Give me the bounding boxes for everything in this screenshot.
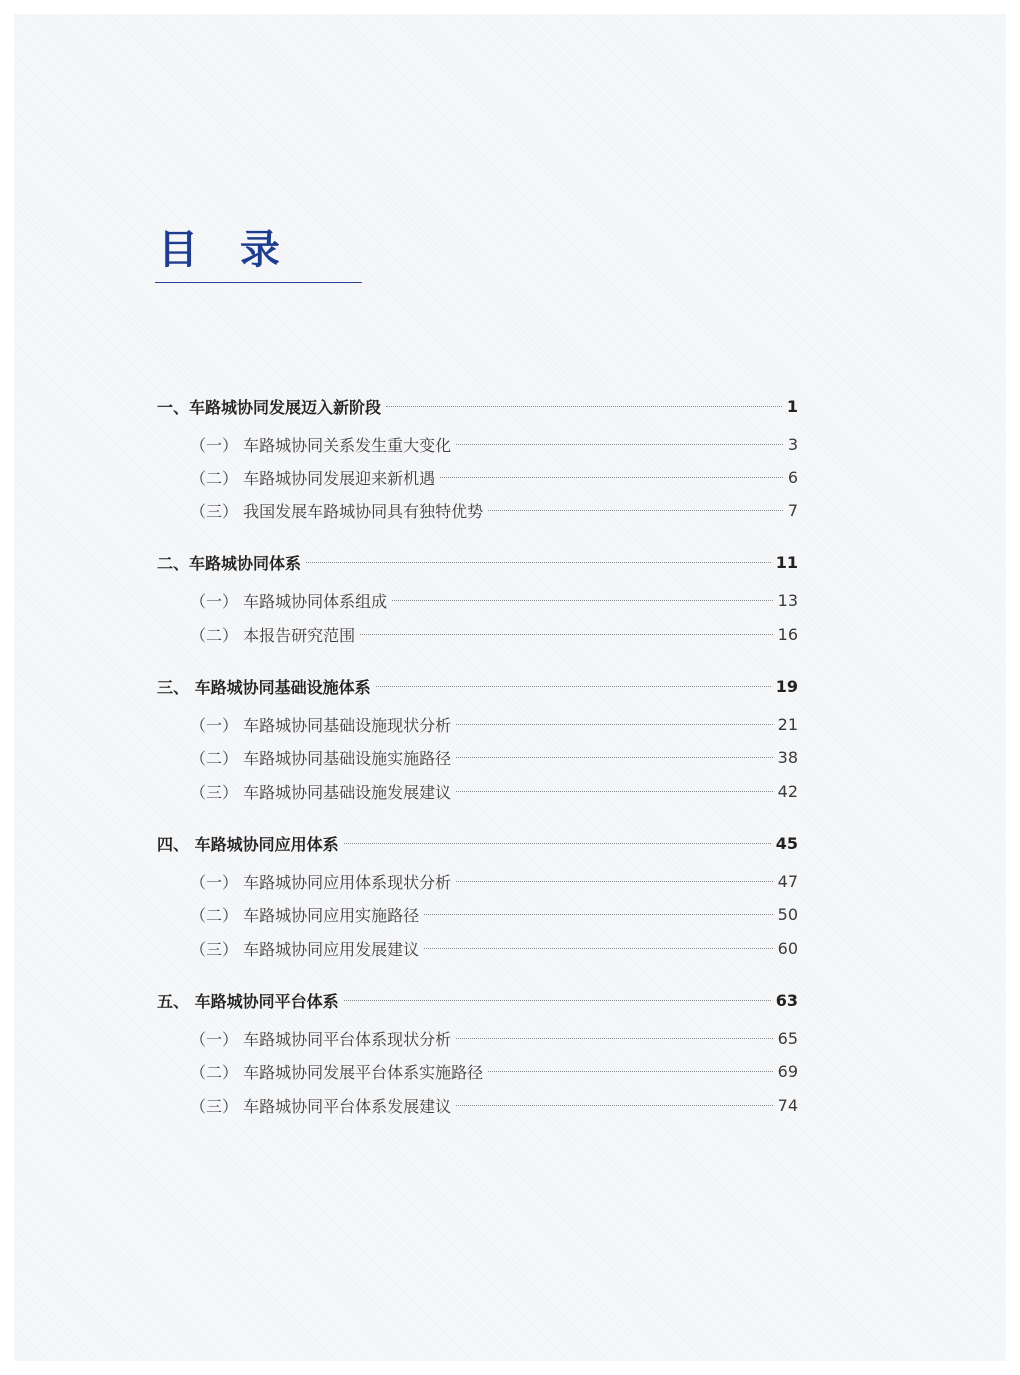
section-title: （二） 车路城协同应用实施路径 [190,905,420,925]
page-number: 21 [777,714,798,734]
section-title: （一） 车路城协同应用体系现状分析 [190,872,452,892]
dot-leader [392,600,773,601]
toc-section-3-1[interactable] [190,712,798,736]
dot-leader [488,1071,773,1072]
toc-section-5-2[interactable] [190,1059,798,1083]
page-number: 42 [777,781,798,801]
section-title: （一） 车路城协同平台体系现状分析 [190,1029,452,1049]
toc-section-4-3[interactable] [190,936,798,960]
toc-section-3-3[interactable] [190,779,798,803]
page-number: 7 [787,500,798,520]
page-number: 47 [777,871,798,891]
page-number: 69 [777,1061,798,1081]
toc-section-4-1[interactable] [190,869,798,893]
dot-leader [306,562,771,563]
page-number: 16 [777,624,798,644]
dot-leader [456,1105,773,1106]
page-number: 63 [775,990,798,1010]
dot-leader [456,444,783,445]
section-title: （二） 本报告研究范围 [190,625,356,645]
page-number: 11 [775,552,798,572]
section-title: （二） 车路城协同发展平台体系实施路径 [190,1062,484,1082]
page-number: 19 [775,676,798,696]
chapter-title: 一、车路城协同发展迈入新阶段 [157,397,382,417]
toc-section-1-1[interactable] [190,432,798,456]
dot-leader [344,1000,771,1001]
dot-leader [456,1038,773,1039]
toc-chapter-4[interactable] [157,831,798,855]
toc-chapter-1[interactable] [157,394,798,418]
dot-leader [360,634,773,635]
toc-chapter-2[interactable] [157,550,798,574]
page-number: 1 [786,396,798,416]
dot-leader [344,843,771,844]
section-title: （三） 车路城协同应用发展建议 [190,939,420,959]
dot-leader [424,914,773,915]
dot-leader [456,791,773,792]
dot-leader [456,757,773,758]
page-number: 65 [777,1028,798,1048]
dot-leader [440,477,783,478]
chapter-title: 五、 车路城协同平台体系 [157,991,339,1011]
page-number: 45 [775,833,798,853]
page-number: 6 [787,467,798,487]
toc-chapter-3[interactable] [157,674,798,698]
section-title: （三） 车路城协同平台体系发展建议 [190,1096,452,1116]
page-number: 74 [777,1095,798,1115]
toc-section-1-2[interactable] [190,465,798,489]
page-title: 目 录 [158,227,294,273]
section-title: （二） 车路城协同发展迎来新机遇 [190,468,436,488]
section-title: （二） 车路城协同基础设施实施路径 [190,748,452,768]
section-title: （一） 车路城协同关系发生重大变化 [190,435,452,455]
chapter-title: 四、 车路城协同应用体系 [157,834,339,854]
dot-leader [456,881,773,882]
page-number: 38 [777,747,798,767]
page-number: 3 [787,434,798,454]
dot-leader [488,510,783,511]
section-title: （三） 车路城协同基础设施发展建议 [190,782,452,802]
title-underline [155,282,362,283]
page-number: 50 [777,904,798,924]
toc-section-2-1[interactable] [190,588,798,612]
toc-section-4-2[interactable] [190,902,798,926]
section-title: （一） 车路城协同基础设施现状分析 [190,715,452,735]
page-number: 13 [777,590,798,610]
chapter-title: 二、车路城协同体系 [157,553,302,573]
toc-section-5-1[interactable] [190,1026,798,1050]
section-title: （一） 车路城协同体系组成 [190,591,388,611]
dot-leader [456,724,773,725]
dot-leader [376,686,771,687]
page-number: 60 [777,938,798,958]
toc-section-1-3[interactable] [190,498,798,522]
chapter-title: 三、 车路城协同基础设施体系 [157,677,371,697]
toc-chapter-5[interactable] [157,988,798,1012]
dot-leader [386,406,782,407]
dot-leader [424,948,773,949]
section-title: （三） 我国发展车路城协同具有独特优势 [190,501,484,521]
toc-section-3-2[interactable] [190,745,798,769]
toc-section-2-2[interactable] [190,622,798,646]
toc-section-5-3[interactable] [190,1093,798,1117]
